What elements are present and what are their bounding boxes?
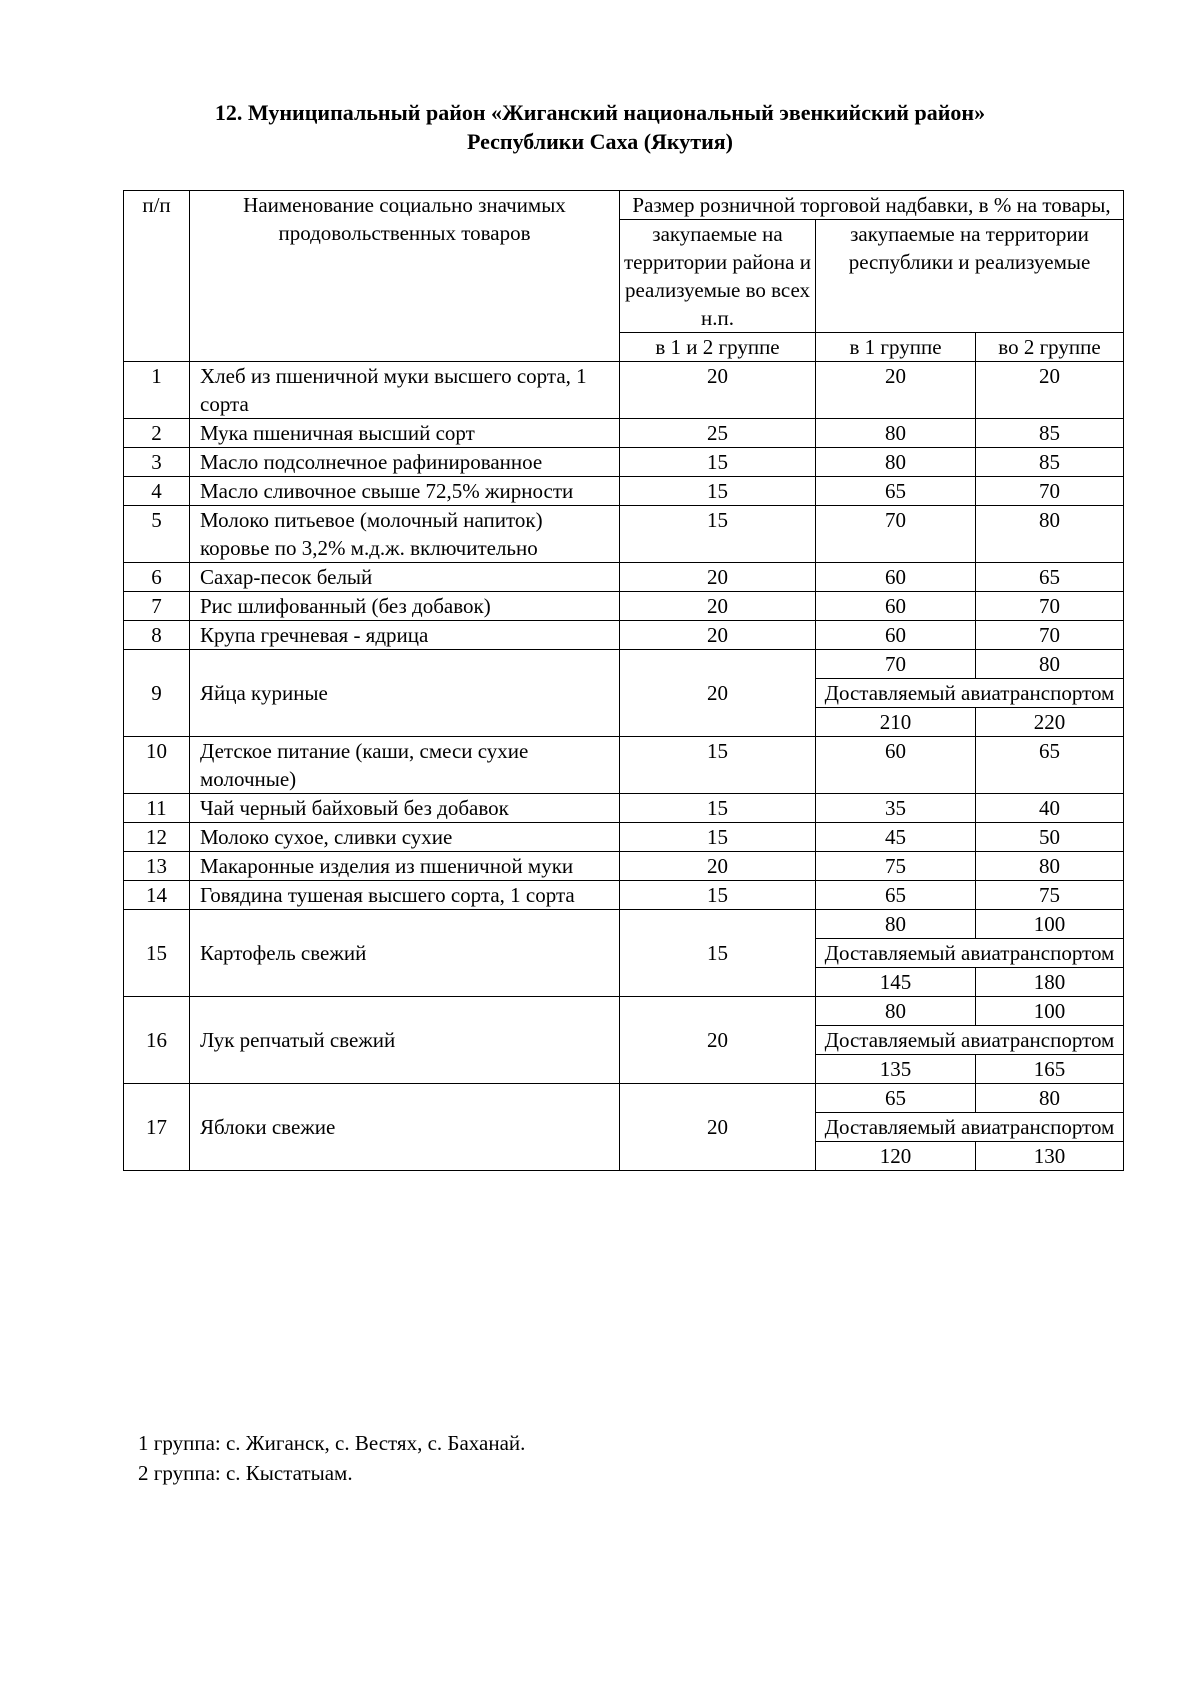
group-2-markup: 75 bbox=[976, 881, 1124, 910]
group-1-markup: 60 bbox=[816, 563, 976, 592]
table-row bbox=[124, 506, 1124, 563]
group-2-markup: 50 bbox=[976, 823, 1124, 852]
table-row bbox=[124, 650, 1124, 679]
district-markup: 20 bbox=[620, 563, 816, 592]
group-2-markup: 70 bbox=[976, 477, 1124, 506]
air-group-2-markup: 220 bbox=[976, 708, 1124, 737]
group-2-markup: 20 bbox=[976, 362, 1124, 419]
district-markup: 20 bbox=[620, 650, 816, 737]
air-delivery-label: Доставляемый авиатранспортом bbox=[816, 1113, 1124, 1142]
group-2-markup: 100 bbox=[976, 997, 1124, 1026]
header-row bbox=[124, 191, 1124, 220]
air-delivery-label: Доставляемый авиатранспортом bbox=[816, 939, 1124, 968]
table-row bbox=[124, 997, 1124, 1026]
group-1-markup: 65 bbox=[816, 881, 976, 910]
row-number: 3 bbox=[124, 448, 190, 477]
group-2-markup: 70 bbox=[976, 621, 1124, 650]
row-number: 16 bbox=[124, 997, 190, 1084]
group-1-markup: 80 bbox=[816, 448, 976, 477]
district-markup: 20 bbox=[620, 852, 816, 881]
group-2-markup: 80 bbox=[976, 650, 1124, 679]
product-name: Яблоки свежие bbox=[190, 1084, 620, 1171]
group-2-markup: 80 bbox=[976, 506, 1124, 563]
product-name: Крупа гречневая - ядрица bbox=[190, 621, 620, 650]
row-number: 13 bbox=[124, 852, 190, 881]
district-markup: 25 bbox=[620, 419, 816, 448]
product-name: Лук репчатый свежий bbox=[190, 997, 620, 1084]
header-group-2: во 2 группе bbox=[976, 333, 1124, 362]
header-group-1: в 1 группе bbox=[816, 333, 976, 362]
table-row bbox=[124, 563, 1124, 592]
group-1-markup: 80 bbox=[816, 419, 976, 448]
group-1-markup: 75 bbox=[816, 852, 976, 881]
air-group-1-markup: 145 bbox=[816, 968, 976, 997]
product-name: Макаронные изделия из пшеничной муки bbox=[190, 852, 620, 881]
row-number: 11 bbox=[124, 794, 190, 823]
table-row bbox=[124, 910, 1124, 939]
row-number: 15 bbox=[124, 910, 190, 997]
district-markup: 20 bbox=[620, 1084, 816, 1171]
district-markup: 15 bbox=[620, 910, 816, 997]
table-row bbox=[124, 477, 1124, 506]
district-markup: 20 bbox=[620, 997, 816, 1084]
district-markup: 15 bbox=[620, 881, 816, 910]
table-row bbox=[124, 419, 1124, 448]
group-1-markup: 60 bbox=[816, 592, 976, 621]
group-1-markup: 35 bbox=[816, 794, 976, 823]
group-1-markup: 45 bbox=[816, 823, 976, 852]
table-row bbox=[124, 1084, 1124, 1113]
district-markup: 15 bbox=[620, 823, 816, 852]
group-1-markup: 70 bbox=[816, 650, 976, 679]
district-markup: 20 bbox=[620, 362, 816, 419]
table-row bbox=[124, 448, 1124, 477]
group-1-markup: 70 bbox=[816, 506, 976, 563]
product-name: Детское питание (каши, смеси сухие молочные) bbox=[190, 737, 620, 794]
header-name: Наименование социально значимых продовольственных товаров bbox=[190, 191, 620, 362]
air-group-1-markup: 210 bbox=[816, 708, 976, 737]
district-markup: 15 bbox=[620, 506, 816, 563]
row-number: 14 bbox=[124, 881, 190, 910]
product-name: Хлеб из пшеничной муки высшего сорта, 1 сорта bbox=[190, 362, 620, 419]
group-2-markup: 100 bbox=[976, 910, 1124, 939]
header-district: закупаемые на территории района и реализуемые во всех н.п. bbox=[620, 220, 816, 333]
group-1-markup: 80 bbox=[816, 997, 976, 1026]
group-1-markup: 60 bbox=[816, 737, 976, 794]
group-2-markup: 85 bbox=[976, 419, 1124, 448]
district-markup: 20 bbox=[620, 592, 816, 621]
air-group-1-markup: 135 bbox=[816, 1055, 976, 1084]
group-2-markup: 80 bbox=[976, 852, 1124, 881]
table-row bbox=[124, 794, 1124, 823]
table-row bbox=[124, 621, 1124, 650]
product-name: Молоко питьевое (молочный напиток) коровье по 3,2% м.д.ж. включительно bbox=[190, 506, 620, 563]
district-markup: 20 bbox=[620, 621, 816, 650]
group-2-markup: 80 bbox=[976, 1084, 1124, 1113]
row-number: 12 bbox=[124, 823, 190, 852]
group-2-markup: 40 bbox=[976, 794, 1124, 823]
group-notes bbox=[138, 1428, 525, 1488]
table-row bbox=[124, 881, 1124, 910]
row-number: 8 bbox=[124, 621, 190, 650]
note-group-1: 1 группа: с. Жиганск, с. Вестях, с. Баханай. bbox=[138, 1431, 526, 1455]
header-num: п/п bbox=[124, 191, 190, 362]
header-group-12: в 1 и 2 группе bbox=[620, 333, 816, 362]
group-1-markup: 80 bbox=[816, 910, 976, 939]
group-1-markup: 20 bbox=[816, 362, 976, 419]
group-1-markup: 65 bbox=[816, 1084, 976, 1113]
header-markup: Размер розничной торговой надбавки, в % на товары, bbox=[620, 191, 1124, 220]
table-row bbox=[124, 737, 1124, 794]
product-name: Молоко сухое, сливки сухие bbox=[190, 823, 620, 852]
product-name: Говядина тушеная высшего сорта, 1 сорта bbox=[190, 881, 620, 910]
row-number: 1 bbox=[124, 362, 190, 419]
product-name: Картофель свежий bbox=[190, 910, 620, 997]
air-group-2-markup: 180 bbox=[976, 968, 1124, 997]
product-name: Яйца куриные bbox=[190, 650, 620, 737]
row-number: 4 bbox=[124, 477, 190, 506]
air-group-1-markup: 120 bbox=[816, 1142, 976, 1171]
header-republic: закупаемые на территории республики и реализуемые bbox=[816, 220, 1124, 333]
markup-table bbox=[123, 190, 1124, 1171]
product-name: Масло сливочное свыше 72,5% жирности bbox=[190, 477, 620, 506]
district-markup: 15 bbox=[620, 794, 816, 823]
district-markup: 15 bbox=[620, 448, 816, 477]
title-line-2: Республики Саха (Якутия) bbox=[466, 129, 734, 154]
product-name: Мука пшеничная высший сорт bbox=[190, 419, 620, 448]
row-number: 2 bbox=[124, 419, 190, 448]
row-number: 9 bbox=[124, 650, 190, 737]
markup-table-body bbox=[124, 191, 1124, 1171]
product-name: Рис шлифованный (без добавок) bbox=[190, 592, 620, 621]
product-name: Чай черный байховый без добавок bbox=[190, 794, 620, 823]
group-2-markup: 70 bbox=[976, 592, 1124, 621]
note-group-2: 2 группа: с. Кыстатыам. bbox=[138, 1461, 353, 1485]
group-1-markup: 60 bbox=[816, 621, 976, 650]
group-2-markup: 65 bbox=[976, 563, 1124, 592]
air-group-2-markup: 165 bbox=[976, 1055, 1124, 1084]
district-markup: 15 bbox=[620, 477, 816, 506]
product-name: Масло подсолнечное рафинированное bbox=[190, 448, 620, 477]
row-number: 5 bbox=[124, 506, 190, 563]
document-title bbox=[0, 98, 1200, 156]
air-delivery-label: Доставляемый авиатранспортом bbox=[816, 679, 1124, 708]
table-row bbox=[124, 362, 1124, 419]
title-line-1: 12. Муниципальный район «Жиганский национальный эвенкийский район» bbox=[214, 100, 986, 125]
air-delivery-label: Доставляемый авиатранспортом bbox=[816, 1026, 1124, 1055]
row-number: 6 bbox=[124, 563, 190, 592]
table-row bbox=[124, 823, 1124, 852]
group-2-markup: 85 bbox=[976, 448, 1124, 477]
table-row bbox=[124, 852, 1124, 881]
row-number: 17 bbox=[124, 1084, 190, 1171]
row-number: 7 bbox=[124, 592, 190, 621]
district-markup: 15 bbox=[620, 737, 816, 794]
table-row bbox=[124, 592, 1124, 621]
group-1-markup: 65 bbox=[816, 477, 976, 506]
group-2-markup: 65 bbox=[976, 737, 1124, 794]
product-name: Сахар-песок белый bbox=[190, 563, 620, 592]
row-number: 10 bbox=[124, 737, 190, 794]
air-group-2-markup: 130 bbox=[976, 1142, 1124, 1171]
